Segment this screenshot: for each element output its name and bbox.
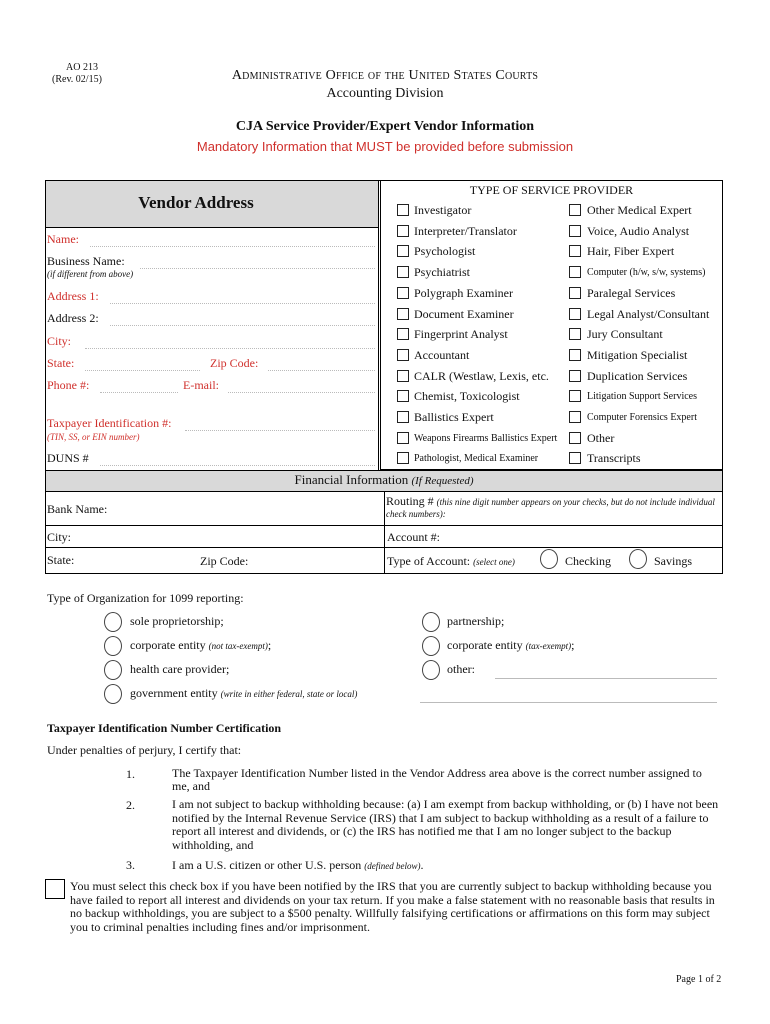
corporate-tax-exempt-note: (tax-exempt) [525, 641, 572, 651]
savings-label: Savings [654, 554, 693, 568]
cert-item-2-num: 2. [126, 798, 135, 812]
service-checkbox[interactable] [569, 390, 581, 402]
cert-item-3-note: (defined below) [364, 861, 421, 871]
service-checkbox[interactable] [569, 432, 581, 444]
partnership-radio[interactable] [422, 612, 440, 632]
service-label: Mitigation Specialist [587, 347, 688, 362]
account-type-block [387, 554, 515, 569]
service-checkbox[interactable] [397, 266, 409, 278]
service-checkbox[interactable] [397, 432, 409, 444]
corporate-tax-exempt-label [447, 638, 574, 653]
cert-item-1-num: 1. [126, 767, 135, 781]
service-checkbox[interactable] [569, 328, 581, 340]
service-checkbox[interactable] [569, 245, 581, 257]
health-care-radio[interactable] [104, 660, 122, 680]
service-checkbox[interactable] [397, 349, 409, 361]
city-field[interactable] [85, 347, 375, 349]
other-field[interactable] [495, 678, 717, 679]
financial-row-line-1 [46, 525, 722, 526]
corporate-not-exempt-note: (not tax-exempt) [208, 641, 268, 651]
certification-heading: Taxpayer Identification Number Certification [47, 721, 282, 735]
phone-label: Phone #: [47, 378, 90, 392]
vendor-divider [378, 180, 379, 470]
vendor-address-heading: Vendor Address [138, 193, 254, 212]
cert-item-2-text: I am not subject to backup withholding because: (a) I am exempt from backup withholding, or (b) I have not been notified by the Internal Revenue Service (IRS) that I am subject to backup withholding as a result of a failure to report all interest and dividends, or (c) the IRS has notified me that I am no longer subject to the backup withholding, and [172, 797, 719, 852]
tin-field[interactable] [185, 429, 375, 431]
bank-state-label: State: [47, 553, 75, 567]
cert-item-3-main: I am a U.S. citizen or other U.S. person [172, 858, 362, 872]
account-label: Account #: [387, 530, 440, 544]
other-radio[interactable] [422, 660, 440, 680]
service-checkbox[interactable] [397, 225, 409, 237]
service-checkbox[interactable] [397, 411, 409, 423]
service-label: Litigation Support Services [587, 391, 697, 403]
financial-top-line [46, 470, 722, 471]
service-checkbox[interactable] [569, 411, 581, 423]
service-checkbox[interactable] [569, 287, 581, 299]
government-text: government entity [130, 686, 218, 700]
service-checkbox[interactable] [569, 370, 581, 382]
bank-zip-label: Zip Code: [200, 554, 249, 568]
service-label: Psychologist [414, 244, 476, 259]
sole-proprietorship-radio[interactable] [104, 612, 122, 632]
financial-heading-text: Financial Information [294, 472, 409, 487]
service-checkbox[interactable] [397, 328, 409, 340]
division-name: Accounting Division [326, 86, 444, 101]
service-label: Other [587, 430, 615, 445]
form-code: AO 213 [66, 62, 98, 73]
financial-divider [384, 491, 385, 574]
service-label: Pathologist, Medical Examiner [414, 453, 539, 465]
service-label: Weapons Firearms Ballistics Expert [414, 432, 558, 444]
service-checkbox[interactable] [397, 452, 409, 464]
savings-radio[interactable] [629, 549, 647, 569]
service-label: CALR (Westlaw, Lexis, etc. [414, 368, 549, 383]
service-label: Polygraph Examiner [414, 285, 513, 300]
government-note: (write in either federal, state or local) [220, 689, 358, 699]
service-label: Interpreter/Translator [414, 223, 517, 238]
state-label: State: [47, 356, 75, 370]
bank-name-label: Bank Name: [47, 502, 108, 516]
name-label: Name: [47, 232, 79, 246]
sole-proprietorship-label: sole proprietorship; [130, 614, 224, 628]
backup-withholding-text: You must select this check box if you have been notified by the IRS that you are currently subject to backup withholding because you have failed to report all interest and dividends on your tax return. If you make a false statement with no reasonable basis that results in no backup withholdings, you are subject to a $500 penalty. Willfully falsifying certifications or affirmations on this form may subject you to criminal penalties including fines and/or imprisonment. [70, 879, 715, 934]
corporate-not-exempt-radio[interactable] [104, 636, 122, 656]
routing-label: Routing # [386, 494, 434, 508]
service-label: Psychiatrist [414, 265, 470, 280]
city-label: City: [47, 334, 72, 348]
address2-field[interactable] [110, 324, 375, 326]
email-field[interactable] [228, 391, 375, 393]
duns-field[interactable] [100, 464, 375, 466]
email-label: E-mail: [183, 378, 219, 392]
service-checkbox[interactable] [569, 452, 581, 464]
service-checkbox[interactable] [569, 266, 581, 278]
cert-item-3-end: . [420, 858, 424, 872]
checking-label: Checking [565, 554, 611, 568]
tin-label: Taxpayer Identification #: [47, 416, 172, 430]
service-checkbox[interactable] [569, 308, 581, 320]
financial-row-line-2 [46, 547, 722, 548]
name-field[interactable] [90, 245, 375, 247]
address1-field[interactable] [110, 302, 375, 304]
organization-heading: Type of Organization for 1099 reporting: [47, 591, 244, 605]
zip-label: Zip Code: [210, 356, 259, 370]
cert-item-3-text [172, 858, 424, 873]
address2-label: Address 2: [47, 311, 99, 325]
certification-intro: Under penalties of perjury, I certify that: [47, 743, 242, 757]
service-label: Investigator [414, 203, 472, 217]
service-checkbox[interactable] [397, 308, 409, 320]
backup-withholding-checkbox[interactable] [45, 879, 65, 899]
page-title: CJA Service Provider/Expert Vendor Information [235, 119, 535, 134]
routing-block [386, 496, 716, 520]
service-label: Jury Consultant [587, 327, 663, 342]
service-checkbox[interactable] [569, 204, 581, 216]
corporate-not-exempt-text: corporate entity [130, 638, 206, 652]
service-label: Voice, Audio Analyst [587, 223, 690, 238]
financial-heading-note: (If Requested) [411, 475, 474, 487]
corporate-not-exempt-semicolon: ; [267, 638, 272, 652]
partnership-label: partnership; [447, 614, 505, 628]
corporate-tax-exempt-radio[interactable] [422, 636, 440, 656]
service-label: Paralegal Services [587, 285, 676, 300]
service-checkbox[interactable] [569, 349, 581, 361]
service-label: Computer Forensics Expert [587, 412, 697, 423]
service-label: Other Medical Expert [587, 203, 692, 217]
tin-note: (TIN, SS, or EIN number) [47, 432, 140, 442]
corporate-not-exempt-label [130, 638, 271, 653]
vendor-band-line [46, 227, 378, 228]
bank-city-label: City: [47, 530, 72, 544]
corporate-tax-exempt-text: corporate entity [447, 638, 523, 652]
service-label: Fingerprint Analyst [414, 327, 508, 342]
checking-radio[interactable] [540, 549, 558, 569]
zip-field[interactable] [268, 369, 375, 371]
health-care-label: health care provider; [130, 662, 230, 676]
mandatory-note: Mandatory Information that MUST be provided before submission [196, 139, 574, 154]
service-checkbox[interactable] [397, 204, 409, 216]
phone-field[interactable] [100, 391, 178, 393]
cert-item-1-text: The Taxpayer Identification Number listed in the Vendor Address area above is the correct number assigned to me, and [172, 766, 702, 793]
account-type-label: Type of Account: [387, 554, 471, 568]
page-number: Page 1 of 2 [676, 974, 722, 985]
service-label: Duplication Services [587, 368, 688, 383]
service-checkbox[interactable] [397, 370, 409, 382]
service-label: Hair, Fiber Expert [587, 244, 675, 259]
duns-label: DUNS # [47, 451, 89, 465]
government-radio[interactable] [104, 684, 122, 704]
routing-note: (this nine digit number appears on your checks, but do not include individual check numbers): [386, 497, 715, 519]
vendor-divider-2 [380, 180, 381, 470]
service-checkbox[interactable] [397, 287, 409, 299]
form-revision: (Rev. 02/15) [52, 74, 102, 85]
service-label: Transcripts [587, 451, 641, 466]
address1-label: Address 1: [47, 289, 99, 303]
service-checkbox[interactable] [397, 390, 409, 402]
financial-heading [46, 472, 722, 488]
service-checkbox[interactable] [569, 225, 581, 237]
service-provider-heading: TYPE OF SERVICE PROVIDER [469, 183, 634, 197]
cert-item-3-num: 3. [126, 858, 135, 872]
business-name-field[interactable] [140, 267, 375, 269]
business-name-label: Business Name: [47, 254, 125, 268]
service-label: Document Examiner [414, 306, 514, 321]
business-name-note: (if different from above) [47, 269, 134, 279]
service-label: Computer (h/w, s/w, systems) [587, 267, 706, 279]
service-label: Accountant [414, 347, 470, 362]
agency-name: Administrative Office of the United States Courts [231, 68, 539, 83]
account-type-note: (select one) [473, 557, 515, 567]
other-label: other: [447, 662, 475, 676]
service-label: Ballistics Expert [414, 410, 494, 424]
service-checkbox[interactable] [397, 245, 409, 257]
government-label [130, 686, 357, 701]
state-field[interactable] [85, 369, 200, 371]
service-label: Chemist, Toxicologist [414, 389, 520, 404]
government-field[interactable] [420, 702, 717, 703]
corporate-tax-exempt-semicolon: ; [571, 638, 575, 652]
service-label: Legal Analyst/Consultant [587, 306, 710, 321]
